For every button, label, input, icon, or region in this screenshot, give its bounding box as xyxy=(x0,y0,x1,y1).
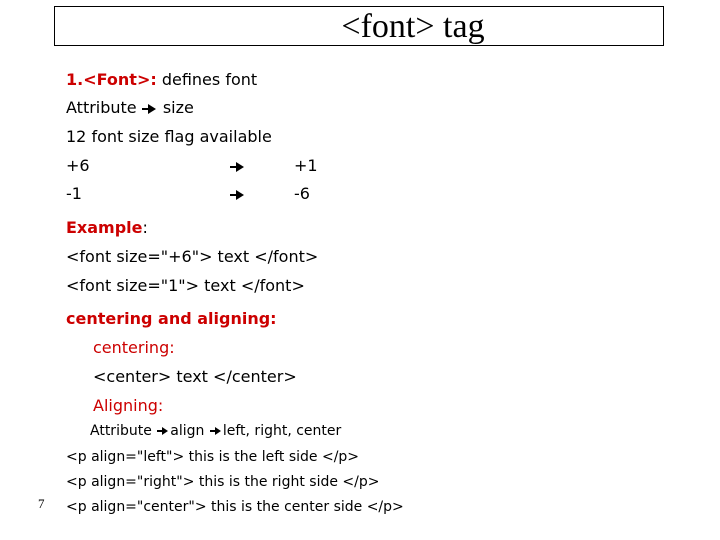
heading-description: defines font xyxy=(156,70,258,89)
heading-tag: <Font>: xyxy=(83,70,157,89)
heading-number: 1. xyxy=(66,70,84,89)
example-line-1: <font size="+6"> text </font> xyxy=(66,247,319,266)
page-number: 7 xyxy=(38,496,45,511)
align-example-left: <p align="left"> this is the left side </p> xyxy=(66,449,360,465)
range-row-2 xyxy=(66,184,366,204)
attribute-label: Attribute xyxy=(66,98,137,117)
slide-title-box xyxy=(54,6,664,46)
range-row-1 xyxy=(66,156,366,176)
example-label: Example xyxy=(66,218,143,237)
align-attribute-line xyxy=(90,421,341,441)
arrow-right-icon xyxy=(236,162,244,172)
attribute-size-line xyxy=(66,98,194,118)
range-from: -1 xyxy=(66,184,82,203)
aligning-label: Aligning: xyxy=(93,396,164,415)
range-to: -6 xyxy=(294,184,310,203)
centering-label: centering: xyxy=(93,338,175,357)
example-heading xyxy=(66,218,148,238)
heading-font-definition xyxy=(66,70,257,90)
attribute-value: size xyxy=(162,98,194,117)
example-line-2: <font size="1"> text </font> xyxy=(66,276,305,295)
arrow-right-icon xyxy=(236,190,244,200)
align-attribute-label: Attribute xyxy=(90,423,152,439)
arrow-right-icon xyxy=(215,427,221,435)
arrow-right-icon xyxy=(148,104,156,114)
centering-heading: centering and aligning: xyxy=(66,309,277,328)
align-attribute-name: align xyxy=(170,423,205,439)
slide-title: <font> tag xyxy=(341,8,485,45)
align-example-right: <p align="right"> this is the right side </p> xyxy=(66,474,380,490)
range-to: +1 xyxy=(294,156,318,175)
arrow-right-icon xyxy=(162,427,168,435)
align-example-center: <p align="center"> this is the center side </p> xyxy=(66,499,404,515)
example-colon: : xyxy=(142,218,148,237)
align-attribute-values: left, right, center xyxy=(222,423,342,439)
range-from: +6 xyxy=(66,156,90,175)
center-example: <center> text </center> xyxy=(93,367,297,386)
flag-line: 12 font size flag available xyxy=(66,127,272,146)
